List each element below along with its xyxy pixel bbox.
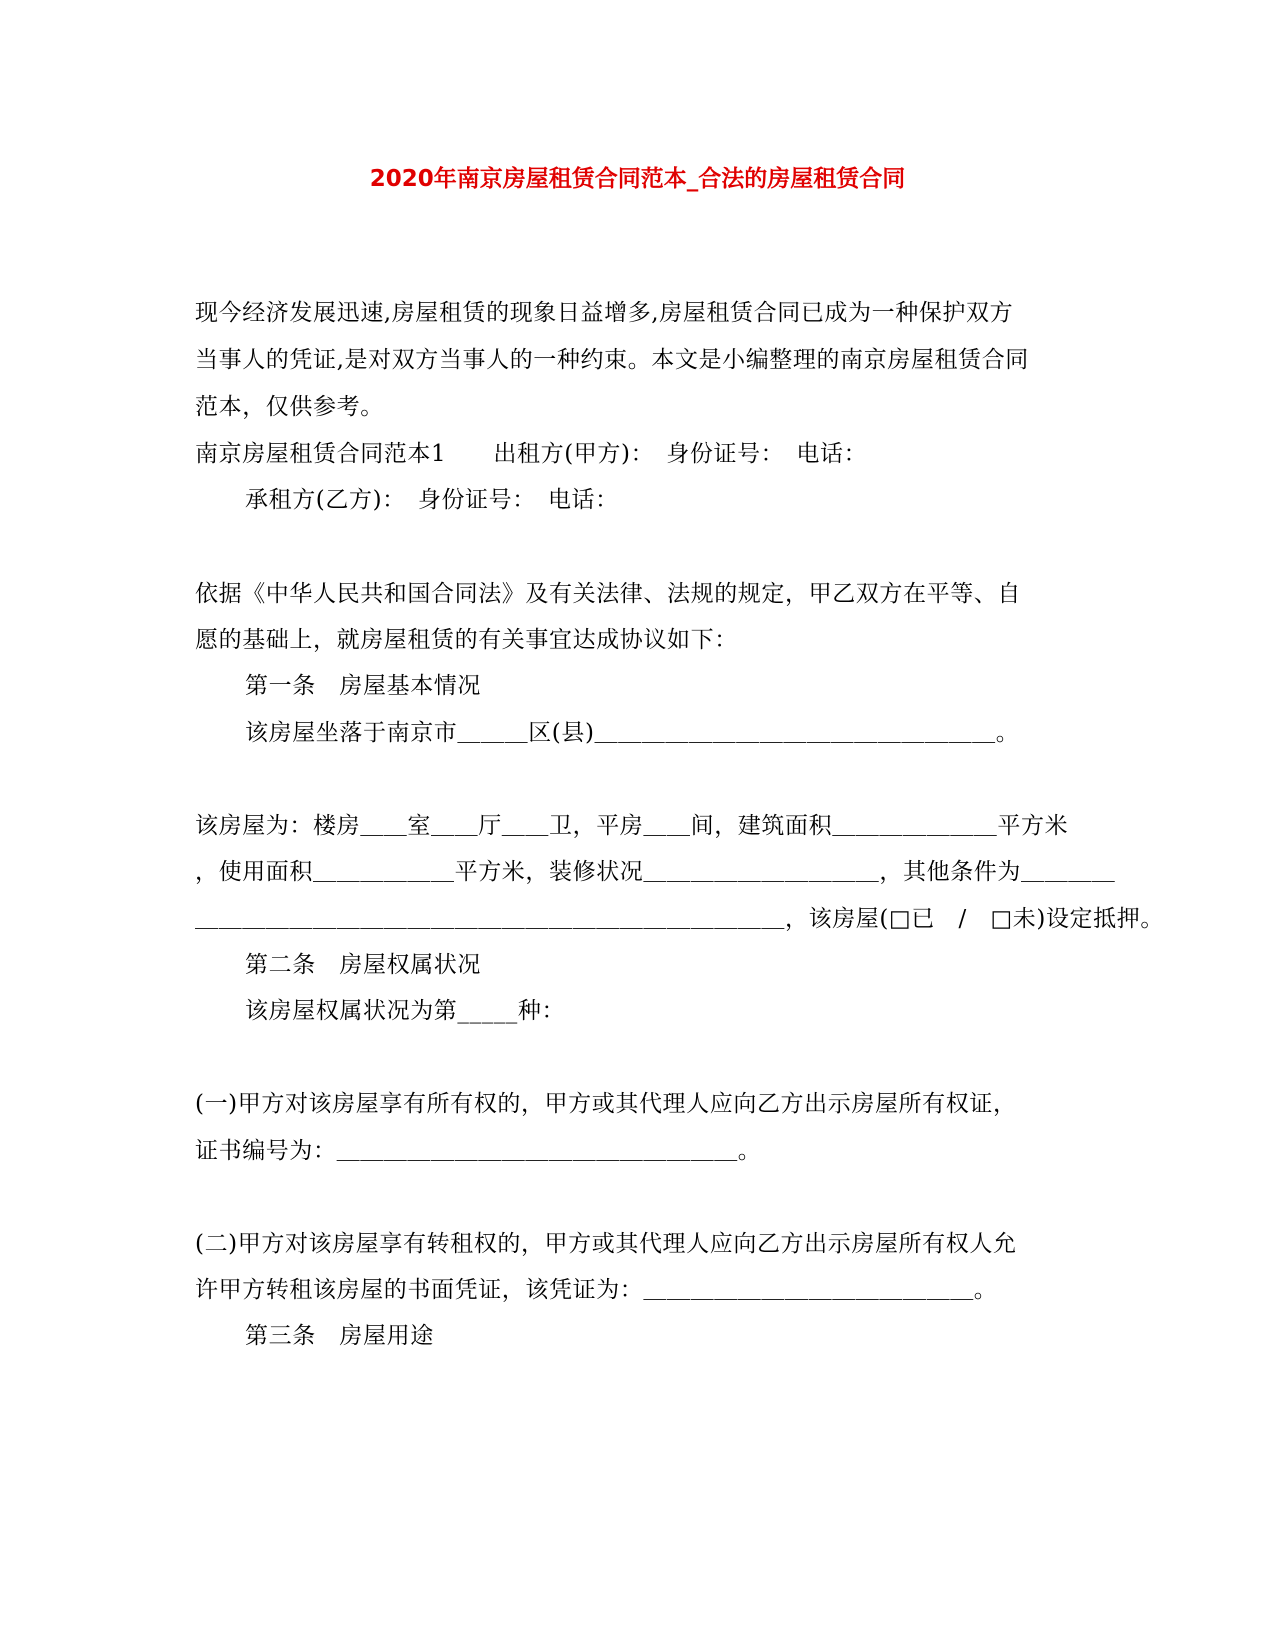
document-title: 2020年南京房屋租赁合同范本_合法的房屋租赁合同 [369, 166, 906, 192]
clause-2-line-2: 许甲方转租该房屋的书面凭证，该凭证为：＿＿＿＿＿＿＿＿＿＿＿＿＿＿。 [195, 1277, 998, 1303]
article-1-location: 该房屋坐落于南京市＿＿＿区(县)＿＿＿＿＿＿＿＿＿＿＿＿＿＿＿＿＿。 [245, 720, 1020, 746]
lessee-info-line: 承租方(乙方)： 身份证号： 电话： [245, 487, 619, 513]
basis-line-2: 愿的基础上，就房屋租赁的有关事宜达成协议如下： [195, 627, 738, 653]
house-details-line-1: 该房屋为：楼房＿＿室＿＿厅＿＿卫，平房＿＿间，建筑面积＿＿＿＿＿＿＿平方米 [195, 813, 1069, 839]
article-1-heading: 第一条 房屋基本情况 [245, 673, 481, 699]
basis-line-1: 依据《中华人民共和国合同法》及有关法律、法规的规定，甲乙双方在平等、自 [195, 581, 1021, 607]
intro-line-2: 当事人的凭证,是对双方当事人的一种约束。本文是小编整理的南京房屋租赁合同 [195, 347, 1029, 373]
house-details-line-3: ＿＿＿＿＿＿＿＿＿＿＿＿＿＿＿＿＿＿＿＿＿＿＿＿＿，该房屋(□已 / □未)设定抵押。 [195, 906, 1164, 932]
house-details-line-2: ，使用面积＿＿＿＿＿＿平方米，装修状况＿＿＿＿＿＿＿＿＿＿，其他条件为＿＿＿＿ [195, 859, 1116, 885]
clause-2-line-1: (二)甲方对该房屋享有转租权的，甲方或其代理人应向乙方出示房屋所有权人允 [195, 1231, 1017, 1257]
clause-1-line-2: 证书编号为：＿＿＿＿＿＿＿＿＿＿＿＿＿＿＿＿＿。 [195, 1138, 762, 1164]
article-3-heading: 第三条 房屋用途 [245, 1323, 434, 1349]
article-2-heading: 第二条 房屋权属状况 [245, 952, 481, 978]
ownership-type-line: 该房屋权属状况为第_____种： [245, 998, 566, 1024]
intro-line-3: 范本，仅供参考。 [195, 394, 384, 420]
intro-line-1: 现今经济发展迅速,房屋租赁的现象日益增多,房屋租赁合同已成为一种保护双方 [195, 300, 1014, 326]
lessor-info-line: 南京房屋租赁合同范本1 出租方(甲方)： 身份证号： 电话： [195, 441, 868, 467]
clause-1-line-1: (一)甲方对该房屋享有所有权的，甲方或其代理人应向乙方出示房屋所有权证， [195, 1091, 1017, 1117]
